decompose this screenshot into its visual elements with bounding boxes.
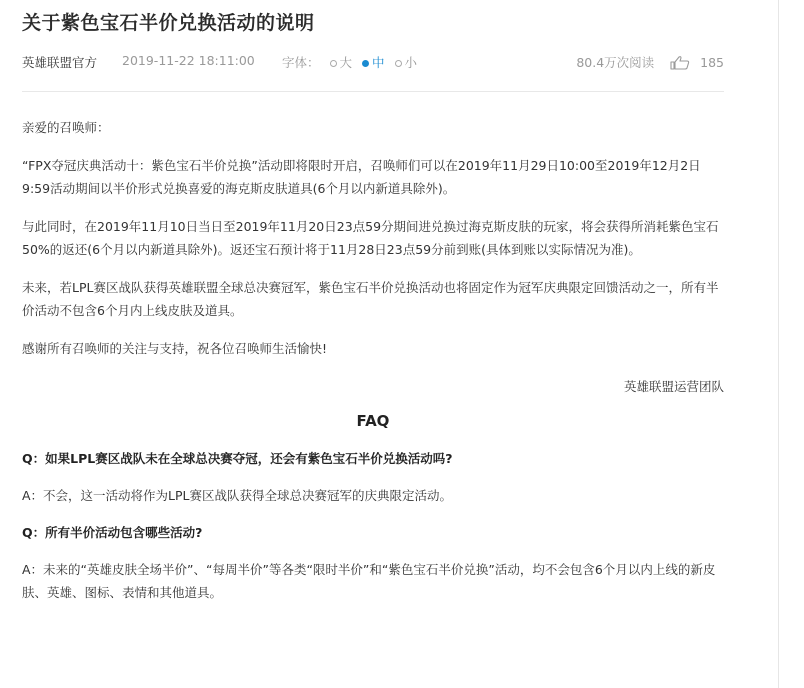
radio-checked-icon (362, 60, 369, 67)
faq-question: Q：所有半价活动包含哪些活动? (22, 525, 203, 540)
radio-icon (395, 60, 402, 67)
paragraph: “FPX夺冠庆典活动十：紫色宝石半价兑换”活动即将限时开启，召唤师们可以在2019年11月29日10:00至2019年12月2日9:59活动期间以半价形式兑换喜爱的海克斯皮肤道具(6个月以内新道具除外)。 (22, 158, 701, 196)
faq-answer: A：未来的“英雄皮肤全场半价”、“每周半价”等各类“限时半价”和“紫色宝石半价兑换”活动，均不会包含6个月以内上线的新皮肤、英雄、图标、表情和其他道具。 (22, 562, 716, 600)
greeting: 亲爱的召唤师： (22, 120, 110, 135)
font-size-label: 字体： (282, 55, 320, 70)
publish-time: 2019-11-22 18:11:00 (122, 53, 255, 68)
paragraph: 与此同时，在2019年11月10日当日至2019年11月20日23点59分期间进兑换过海克斯皮肤的玩家，将会获得所消耗紫色宝石50%的返还(6个月以内新道具除外)。返还宝石预计将于11月28日23点59分前到账(具体到账以实际情况为准)。 (22, 219, 719, 257)
radio-icon (330, 60, 337, 67)
faq-answer: A：不会，这一活动将作为LPL赛区战队获得全球总决赛冠军的庆典限定活动。 (22, 488, 453, 503)
sidebar-divider (778, 0, 779, 688)
font-option-small[interactable]: 小 (395, 55, 418, 70)
like-count: 185 (700, 55, 724, 70)
faq-question: Q：如果LPL赛区战队未在全球总决赛夺冠，还会有紫色宝石半价兑换活动吗? (22, 451, 453, 466)
author-link[interactable]: 英雄联盟官方 (22, 55, 98, 70)
paragraph: 未来，若LPL赛区战队获得英雄联盟全球总决赛冠军，紫色宝石半价兑换活动也将固定作为冠军庆典限定回馈活动之一，所有半价活动不包含6个月内上线皮肤及道具。 (22, 280, 719, 318)
font-size-control (282, 53, 417, 71)
article-meta (22, 53, 724, 73)
signature: 英雄联盟运营团队 (623, 379, 724, 394)
paragraph: 感谢所有召唤师的关注与支持，祝各位召唤师生活愉快! (22, 341, 328, 356)
header-divider (22, 91, 724, 92)
article-title: 关于紫色宝石半价兑换活动的说明 (22, 12, 315, 34)
thumbs-up-icon[interactable] (670, 56, 690, 73)
font-option-medium[interactable]: 中 (362, 55, 385, 70)
font-option-large[interactable]: 大 (330, 55, 353, 70)
article-body (22, 116, 724, 604)
article-stats (576, 53, 724, 73)
view-count: 80.4万次阅读 (576, 55, 655, 70)
faq-heading: FAQ (356, 412, 390, 430)
